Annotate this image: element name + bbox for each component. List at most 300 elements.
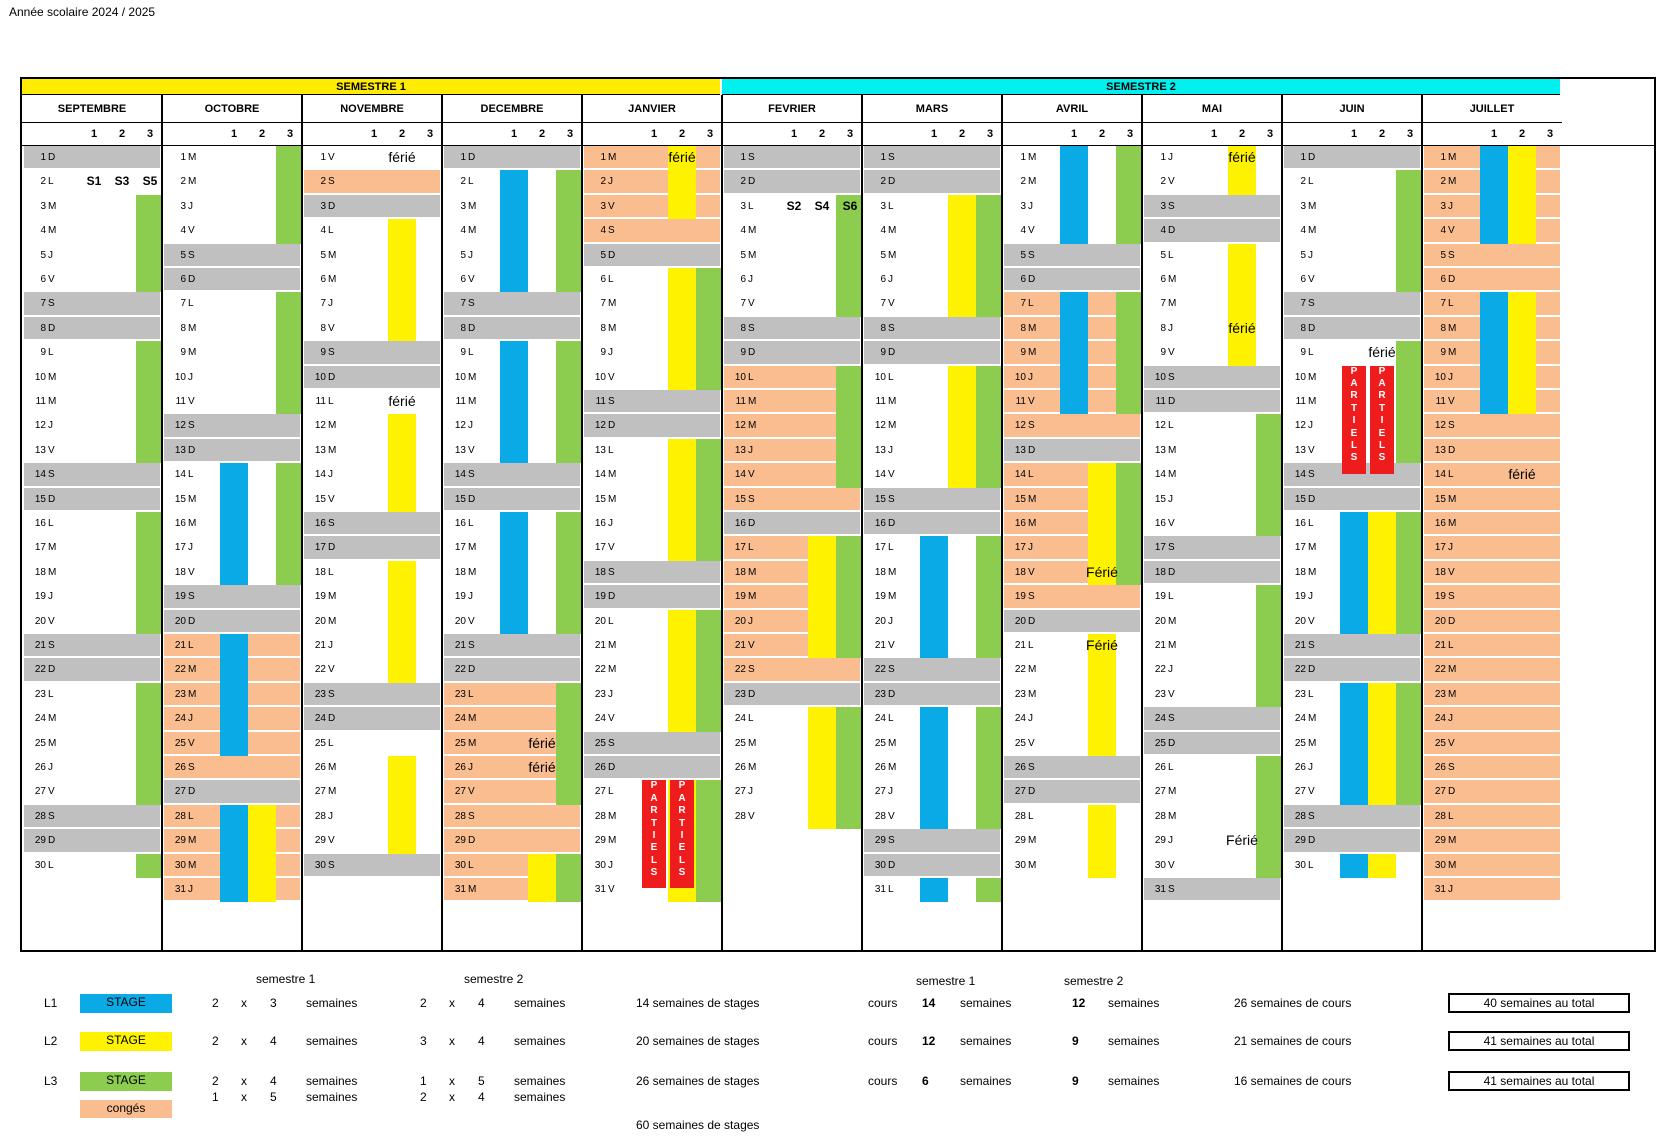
l2-stage-cell — [388, 610, 416, 634]
day-letter: M — [1168, 444, 1177, 456]
day-number: 4 — [1300, 225, 1306, 237]
l3-stage-cell — [136, 195, 162, 219]
day-number: 7 — [180, 298, 186, 310]
l1-stage-cell — [1060, 219, 1088, 243]
day-letter: M — [328, 249, 337, 261]
day-number: 20 — [454, 615, 466, 627]
day-number: 25 — [734, 737, 746, 749]
day-number: 29 — [1014, 835, 1026, 847]
l2-stage-cell — [668, 536, 696, 560]
day-letter: S — [328, 347, 335, 359]
l3-stage-cell — [136, 366, 162, 390]
legend-s1-weeks: 3 — [270, 996, 277, 1010]
day-letter: V — [1028, 225, 1035, 237]
day-letter: M — [1308, 542, 1317, 554]
l3-stage-cell — [976, 585, 1002, 609]
day-number: 4 — [320, 225, 326, 237]
legend-s1-unit: semaines — [306, 1034, 358, 1048]
l1-stage-cell — [920, 780, 948, 804]
day-letter: V — [328, 835, 335, 847]
l2-stage-cell — [668, 610, 696, 634]
legend-s2b-weeks: 4 — [478, 1090, 485, 1104]
l1-stage-cell — [1340, 707, 1368, 731]
l2-stage-cell — [948, 366, 976, 390]
day-letter: D — [1308, 493, 1316, 505]
l3-stage-cell — [836, 219, 862, 243]
sub-header: 2 — [1378, 128, 1386, 140]
legend-stage-box: STAGE — [80, 994, 172, 1013]
day-number: 23 — [1294, 688, 1306, 700]
day-letter: M — [608, 469, 617, 481]
day-number: 7 — [1440, 298, 1446, 310]
partiels-letter: R — [1378, 390, 1386, 402]
day-number: 29 — [1154, 835, 1166, 847]
sub-header: 3 — [566, 128, 574, 140]
day-letter: D — [748, 347, 756, 359]
day-letter: J — [1168, 835, 1173, 847]
day-number: 18 — [174, 566, 186, 578]
day-letter: S — [328, 176, 335, 188]
day-letter: V — [1308, 786, 1315, 798]
day-number: 5 — [460, 249, 466, 261]
legend-cours-semestre1-header: semestre 1 — [916, 974, 976, 988]
l1-stage-cell — [1480, 195, 1508, 219]
day-letter: S — [1168, 542, 1175, 554]
l3-stage-cell — [556, 780, 582, 804]
day-number: 26 — [1014, 762, 1026, 773]
l2-stage-cell — [388, 805, 416, 829]
day-number: 14 — [594, 469, 606, 481]
day-number: 16 — [454, 518, 466, 529]
day-letter: D — [1448, 786, 1456, 798]
day-number: 13 — [1294, 444, 1306, 456]
day-number: 9 — [40, 347, 46, 359]
day-number: 24 — [1154, 713, 1166, 725]
legend-cours-semestre2-header: semestre 2 — [1064, 974, 1124, 988]
day-number: 20 — [34, 615, 46, 627]
day-letter: S — [888, 493, 895, 505]
day-letter: M — [1028, 176, 1037, 188]
l1-stage-cell — [1340, 683, 1368, 707]
day-number: 14 — [34, 469, 46, 481]
day-number: 29 — [174, 835, 186, 847]
day-number: 7 — [740, 298, 746, 310]
day-letter: V — [1448, 737, 1455, 749]
l2-stage-cell — [1368, 536, 1396, 560]
day-number: 20 — [314, 615, 326, 627]
l3-stage-cell — [1396, 244, 1422, 268]
legend-stages-total: 20 semaines de stages — [636, 1034, 760, 1048]
day-letter: J — [48, 420, 53, 432]
day-number: 8 — [600, 322, 606, 334]
partiels-letter: S — [650, 867, 658, 879]
day-number: 11 — [315, 396, 326, 407]
partiels-letter: E — [1378, 427, 1386, 439]
day-number: 23 — [1014, 688, 1026, 700]
day-number: 6 — [1020, 274, 1026, 285]
day-letter: M — [1168, 615, 1177, 627]
stage-group-label: S2 — [786, 198, 802, 213]
day-letter: M — [468, 566, 477, 578]
day-letter: J — [1308, 249, 1313, 261]
day-number: 2 — [320, 176, 326, 188]
day-letter: S — [188, 249, 195, 261]
day-number: 5 — [1020, 249, 1026, 261]
day-letter: J — [608, 688, 613, 700]
l3-stage-cell — [836, 634, 862, 658]
l1-stage-cell — [220, 463, 248, 487]
day-letter: M — [1448, 664, 1457, 676]
l3-stage-cell — [976, 878, 1002, 902]
day-letter: L — [748, 542, 754, 554]
day-letter: L — [1168, 762, 1174, 773]
legend-level-label: L1 — [44, 996, 58, 1010]
l2-stage-cell — [1368, 732, 1396, 756]
day-number: 1 — [1020, 152, 1026, 163]
l2-stage-cell — [1508, 170, 1536, 194]
l3-stage-cell — [836, 780, 862, 804]
l3-stage-cell — [976, 463, 1002, 487]
l3-stage-cell — [1396, 268, 1422, 292]
l3-stage-cell — [836, 536, 862, 560]
day-number: 24 — [314, 713, 326, 725]
l2-stage-cell — [248, 854, 276, 878]
day-letter: S — [48, 469, 55, 481]
l3-stage-cell — [276, 366, 302, 390]
l2-stage-cell — [1088, 732, 1116, 756]
day-letter: V — [48, 444, 55, 456]
stage-group-label: S3 — [114, 174, 130, 189]
day-number: 10 — [1154, 371, 1166, 383]
day-number: 27 — [874, 786, 886, 798]
day-letter: D — [1308, 152, 1316, 163]
day-letter: M — [188, 322, 197, 334]
l3-stage-cell — [1116, 512, 1142, 536]
day-number: 19 — [454, 591, 466, 603]
day-letter: J — [188, 713, 193, 725]
day-letter: L — [188, 640, 194, 651]
sub-header: 1 — [1350, 128, 1358, 140]
day-letter: D — [748, 176, 756, 188]
day-number: 3 — [740, 200, 746, 212]
day-number: 18 — [1014, 566, 1026, 578]
l2-stage-cell — [808, 536, 836, 560]
l3-stage-cell — [836, 268, 862, 292]
day-number: 13 — [874, 444, 886, 456]
day-letter: J — [48, 249, 53, 261]
day-number: 7 — [40, 298, 46, 310]
day-number: 31 — [454, 884, 466, 895]
l1-stage-cell — [500, 390, 528, 414]
legend-conges-box: congés — [80, 1100, 172, 1118]
l2-stage-cell — [1228, 244, 1256, 268]
legend-s2-count: 3 — [420, 1034, 427, 1048]
day-letter: D — [608, 591, 616, 603]
month-separator — [1141, 95, 1143, 952]
day-number: 29 — [34, 835, 46, 847]
day-number: 10 — [734, 371, 746, 383]
day-letter: L — [608, 615, 614, 627]
l3-stage-cell — [836, 390, 862, 414]
day-letter: M — [48, 566, 57, 578]
day-number: 14 — [174, 469, 186, 481]
l2-stage-cell — [388, 463, 416, 487]
l3-stage-cell — [696, 488, 722, 512]
day-number: 20 — [174, 615, 186, 627]
day-number: 3 — [40, 200, 46, 212]
day-number: 11 — [735, 396, 746, 407]
l2-stage-cell — [808, 756, 836, 780]
day-letter: J — [1448, 713, 1453, 725]
day-number: 8 — [1020, 322, 1026, 334]
day-number: 18 — [454, 566, 466, 578]
l2-stage-cell — [1508, 146, 1536, 170]
day-number: 10 — [874, 371, 886, 383]
day-number: 23 — [734, 688, 746, 700]
day-letter: D — [1448, 444, 1456, 456]
day-number: 16 — [874, 518, 886, 529]
legend-level-label: L3 — [44, 1074, 58, 1088]
day-number: 2 — [1020, 176, 1026, 188]
day-number: 8 — [40, 322, 46, 334]
day-letter: M — [1448, 347, 1457, 359]
sub-header: 2 — [538, 128, 546, 140]
day-letter: M — [608, 493, 617, 505]
l2-stage-cell — [1508, 317, 1536, 341]
day-letter: J — [608, 347, 613, 359]
l3-stage-cell — [1256, 683, 1282, 707]
day-letter: L — [1308, 347, 1314, 359]
day-number: 14 — [1014, 469, 1026, 481]
day-number: 22 — [34, 664, 46, 676]
day-number: 5 — [600, 249, 606, 261]
holiday-label: Férié — [1086, 563, 1118, 580]
l2-stage-cell — [388, 414, 416, 438]
day-letter: V — [1448, 566, 1455, 578]
l3-stage-cell — [276, 536, 302, 560]
day-number: 30 — [1014, 859, 1026, 871]
l3-stage-cell — [136, 341, 162, 365]
legend-s2-unit: semaines — [514, 996, 566, 1010]
day-letter: S — [1308, 298, 1315, 310]
l1-stage-cell — [220, 634, 248, 658]
l1-stage-cell — [220, 829, 248, 853]
day-letter: S — [748, 152, 755, 163]
day-number: 20 — [1014, 615, 1026, 627]
day-letter: J — [888, 444, 893, 456]
partiels-block — [1342, 366, 1366, 474]
legend-s2-weeks: 5 — [478, 1074, 485, 1088]
day-number: 12 — [734, 420, 746, 432]
day-number: 21 — [314, 640, 326, 651]
day-letter: J — [1448, 884, 1453, 895]
l1-stage-cell — [1060, 195, 1088, 219]
day-number: 13 — [594, 444, 606, 456]
day-letter: S — [888, 152, 895, 163]
day-number: 3 — [1020, 200, 1026, 212]
day-number: 8 — [1160, 322, 1166, 334]
legend-cours-s2: 9 — [1072, 1034, 1079, 1048]
day-letter: V — [48, 786, 55, 798]
holiday-label: férié — [388, 149, 416, 165]
partiels-block — [1370, 366, 1394, 474]
holiday-label: férié — [1228, 149, 1256, 165]
l3-stage-cell — [976, 268, 1002, 292]
day-letter: M — [888, 249, 897, 261]
l3-stage-cell — [1116, 390, 1142, 414]
day-letter: M — [188, 347, 197, 359]
l3-stage-cell — [556, 707, 582, 731]
l3-stage-cell — [136, 219, 162, 243]
day-number: 24 — [34, 713, 46, 725]
l2-stage-cell — [668, 439, 696, 463]
day-letter: M — [188, 664, 197, 676]
partiels-letter: R — [678, 805, 686, 817]
l3-stage-cell — [276, 146, 302, 170]
l2-stage-cell — [808, 780, 836, 804]
day-letter: J — [1448, 371, 1453, 383]
holiday-label: férié — [668, 149, 696, 165]
l3-stage-cell — [1116, 170, 1142, 194]
l2-stage-cell — [948, 414, 976, 438]
l3-stage-cell — [556, 170, 582, 194]
day-number: 7 — [600, 298, 606, 310]
day-number: 6 — [600, 274, 606, 285]
day-number: 17 — [1294, 542, 1306, 554]
month-separator — [721, 95, 723, 952]
day-number: 3 — [320, 200, 326, 212]
l3-stage-cell — [136, 585, 162, 609]
day-number: 28 — [174, 810, 186, 822]
day-letter: S — [1168, 713, 1175, 725]
day-number: 15 — [174, 493, 186, 505]
day-letter: V — [608, 371, 615, 383]
day-letter: D — [468, 664, 476, 676]
l1-stage-cell — [500, 268, 528, 292]
day-number: 17 — [1434, 542, 1446, 554]
l3-stage-cell — [276, 561, 302, 585]
legend-cours-total: 16 semaines de cours — [1234, 1074, 1352, 1088]
l3-stage-cell — [1116, 536, 1142, 560]
day-letter: V — [1308, 615, 1315, 627]
legend-cours-s1: 14 — [922, 996, 936, 1010]
day-letter: S — [1028, 591, 1035, 603]
day-number: 31 — [1434, 884, 1446, 895]
l2-stage-cell — [1508, 195, 1536, 219]
day-number: 4 — [600, 225, 606, 237]
day-number: 10 — [1294, 371, 1306, 383]
l3-stage-cell — [836, 610, 862, 634]
day-letter: L — [328, 566, 334, 578]
l2-stage-cell — [808, 610, 836, 634]
day-letter: J — [328, 810, 333, 822]
partiels-letter: I — [1352, 415, 1356, 427]
day-number: 14 — [1294, 469, 1306, 481]
l2-stage-cell — [388, 268, 416, 292]
legend-s1b-x: x — [241, 1090, 247, 1104]
day-letter: J — [188, 200, 193, 212]
day-number: 6 — [180, 274, 186, 285]
day-letter: M — [1028, 664, 1037, 676]
l2-stage-cell — [388, 219, 416, 243]
l3-stage-cell — [1396, 195, 1422, 219]
day-letter: D — [1308, 664, 1316, 676]
day-letter: M — [1308, 225, 1317, 237]
legend-s2-x: x — [449, 1074, 455, 1088]
legend-semestre1-header: semestre 1 — [256, 972, 316, 986]
l1-stage-cell — [1340, 512, 1368, 536]
sub-header: 3 — [426, 128, 434, 140]
l1-stage-cell — [220, 854, 248, 878]
day-number: 24 — [1294, 713, 1306, 725]
day-number: 4 — [740, 225, 746, 237]
day-number: 24 — [1014, 713, 1026, 725]
l1-stage-cell — [920, 805, 948, 829]
day-number: 30 — [314, 859, 326, 871]
day-letter: S — [1308, 810, 1315, 822]
l2-stage-cell — [948, 268, 976, 292]
legend-s2-count: 1 — [420, 1074, 427, 1088]
day-number: 19 — [594, 591, 606, 603]
legend-s1-count: 2 — [212, 996, 219, 1010]
day-number: 1 — [180, 152, 186, 163]
day-letter: L — [1028, 469, 1034, 481]
day-number: 15 — [1014, 493, 1026, 505]
l3-stage-cell — [556, 536, 582, 560]
day-number: 24 — [874, 713, 886, 725]
l3-stage-cell — [836, 805, 862, 829]
l1-stage-cell — [220, 683, 248, 707]
day-letter: L — [1308, 518, 1314, 529]
day-letter: V — [328, 322, 335, 334]
day-number: 22 — [1014, 664, 1026, 676]
l2-stage-cell — [388, 439, 416, 463]
partiels-letter: I — [652, 830, 656, 842]
day-number: 17 — [454, 542, 466, 554]
day-letter: M — [48, 371, 57, 383]
day-number: 15 — [734, 493, 746, 505]
day-number: 16 — [1014, 518, 1026, 529]
stage-group-label: S1 — [86, 174, 102, 189]
l3-stage-cell — [836, 292, 862, 316]
day-letter: L — [328, 396, 334, 407]
day-number: 15 — [1154, 493, 1166, 505]
l2-stage-cell — [808, 561, 836, 585]
day-number: 15 — [1294, 493, 1306, 505]
l3-stage-cell — [836, 366, 862, 390]
day-letter: S — [1168, 371, 1175, 383]
day-letter: M — [1028, 322, 1037, 334]
day-letter: D — [1028, 444, 1036, 456]
day-letter: V — [608, 713, 615, 725]
l1-stage-cell — [500, 414, 528, 438]
day-letter: M — [888, 566, 897, 578]
l3-stage-cell — [836, 707, 862, 731]
l2-stage-cell — [808, 732, 836, 756]
l1-stage-cell — [500, 219, 528, 243]
day-number: 13 — [174, 444, 186, 456]
month-header-janvier: JANVIER — [582, 95, 722, 123]
day-number: 9 — [180, 347, 186, 359]
day-number: 13 — [1434, 444, 1446, 456]
day-number: 17 — [314, 542, 326, 554]
sub-header: 1 — [1490, 128, 1498, 140]
day-letter: J — [48, 591, 53, 603]
day-letter: L — [328, 225, 334, 237]
day-number: 19 — [34, 591, 46, 603]
day-letter: M — [1448, 493, 1457, 505]
l1-stage-cell — [1060, 366, 1088, 390]
